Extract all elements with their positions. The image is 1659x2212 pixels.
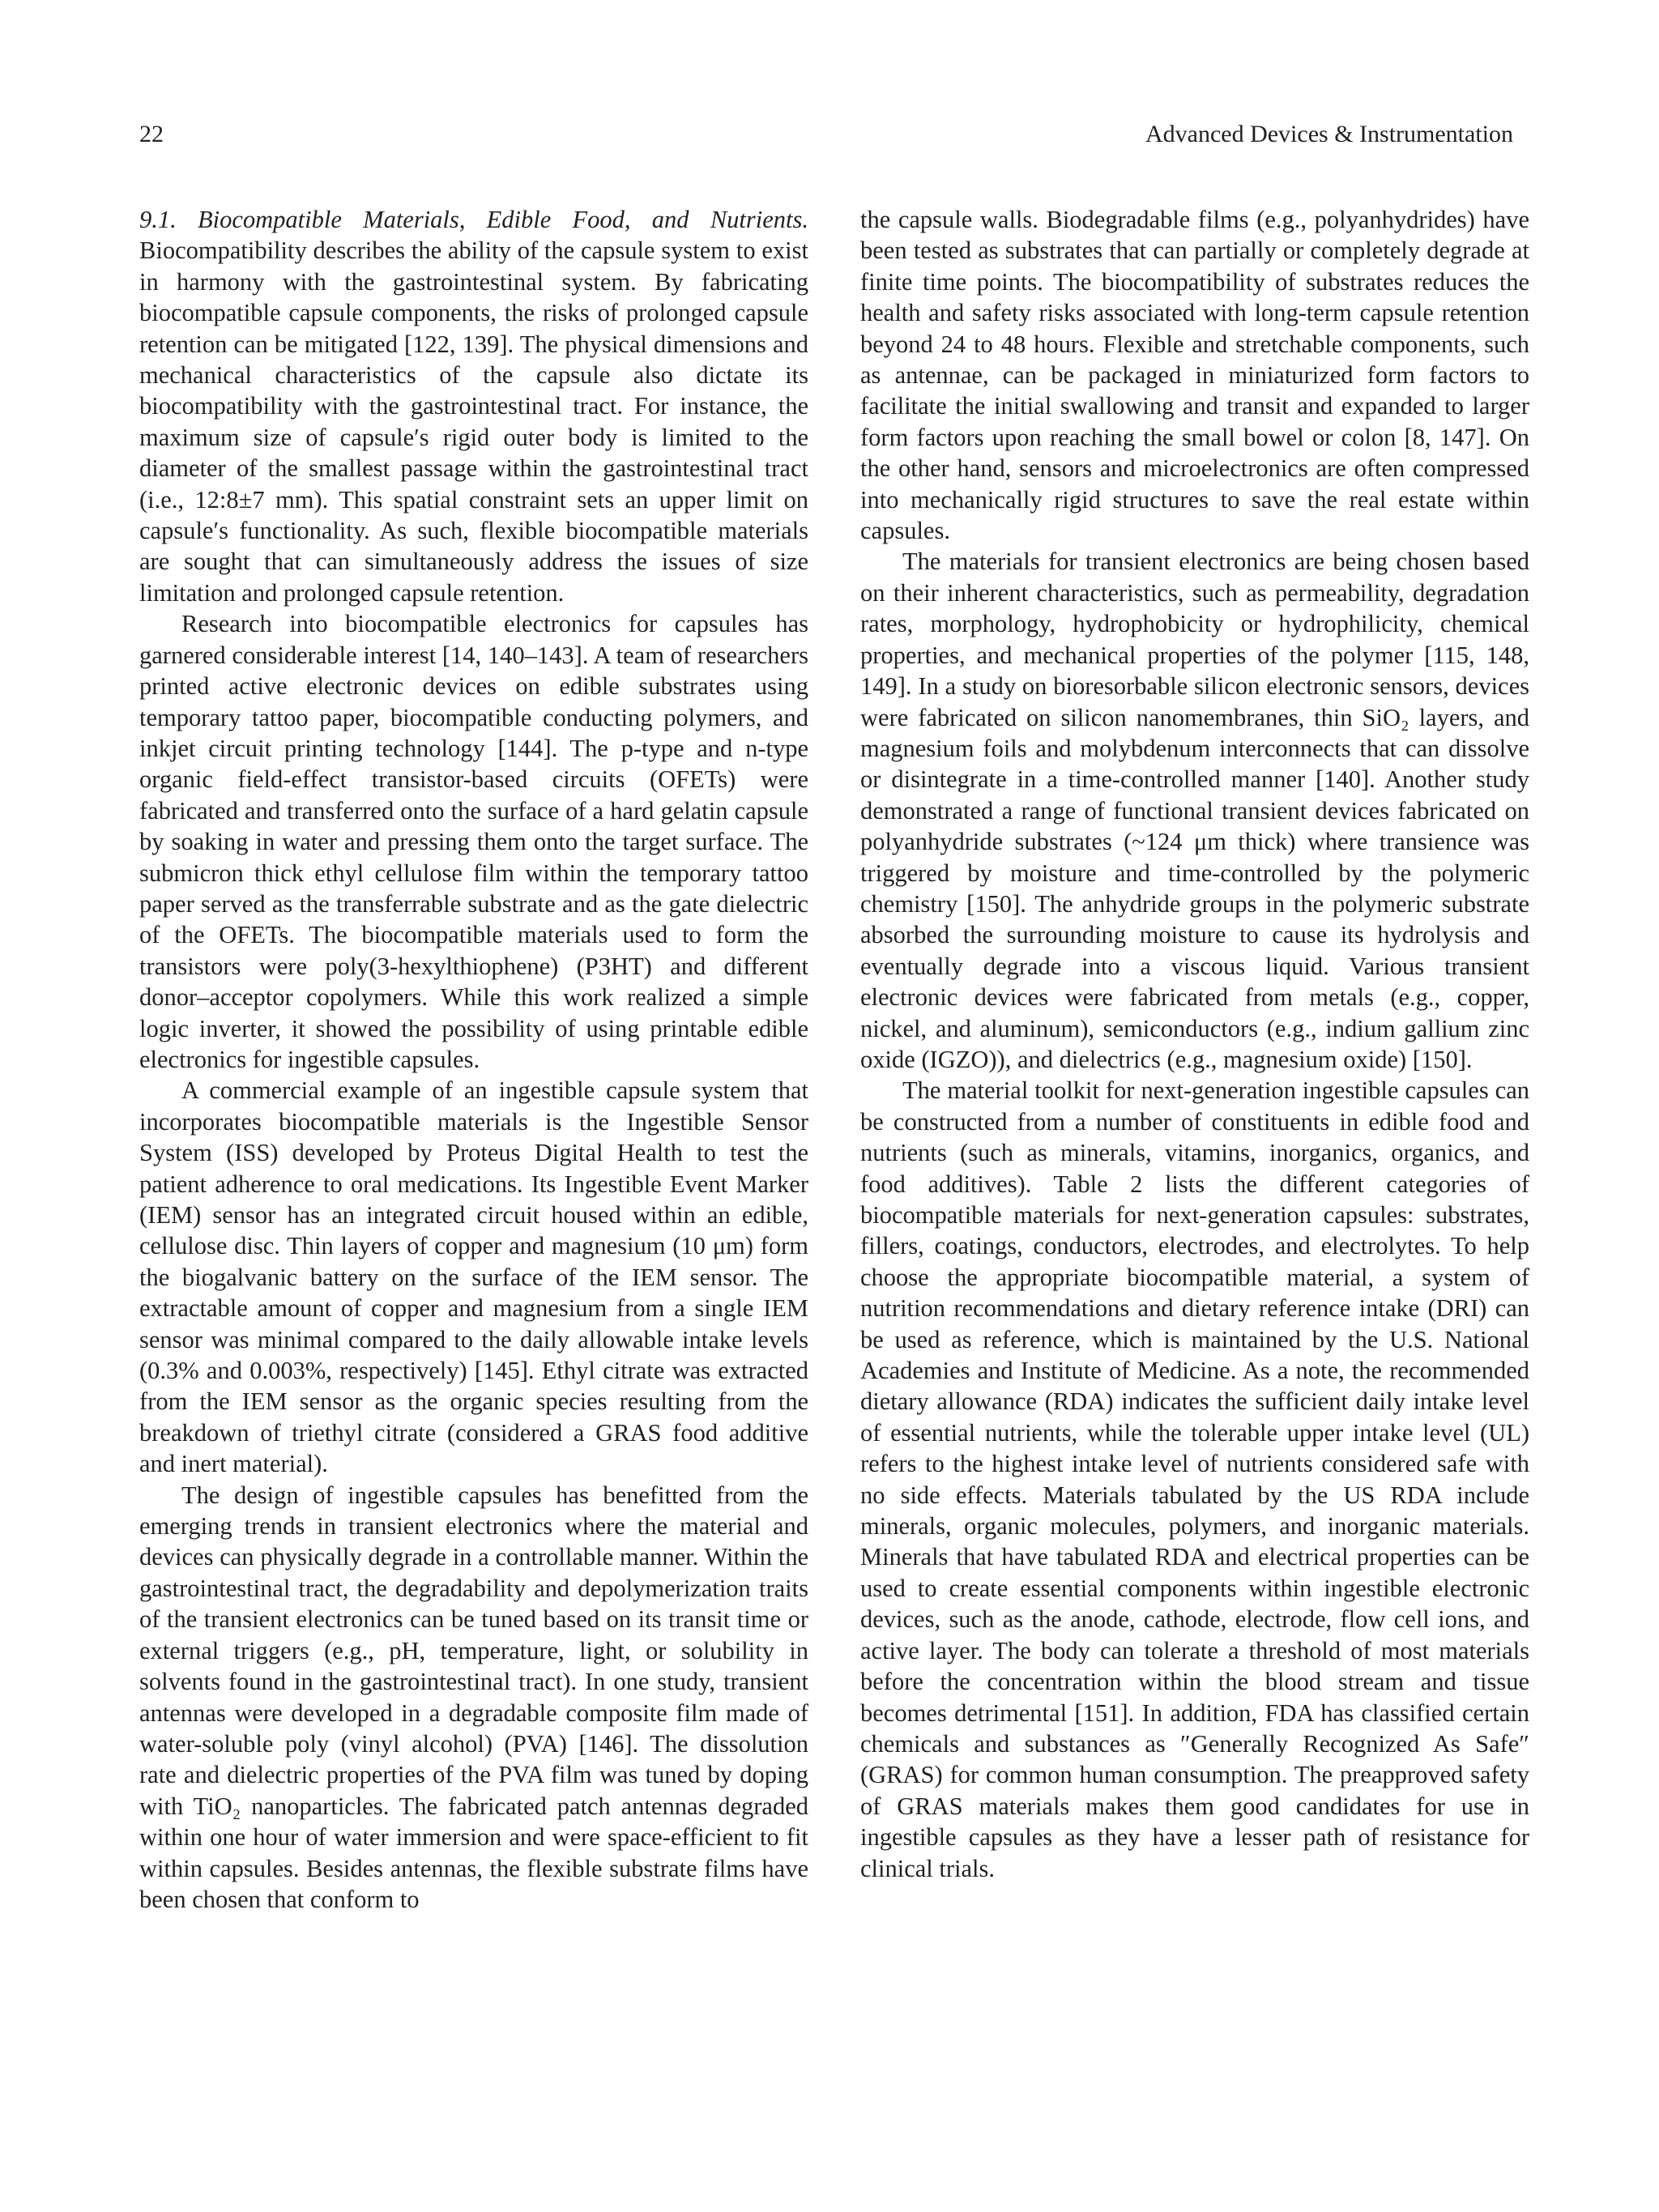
running-title: Advanced Devices & Instrumentation [1145,121,1513,147]
paragraph: A commercial example of an ingestible capsule system that incorporates biocompatible materials is the Ingestible Sensor System (ISS) developed by Proteus Digital Health to test the patient adherence to oral medications. Its Ingestible Event Marker (IEM) sensor has an integrated circuit housed within an edible, cellulose disc. Thin layers of copper and magnesium (10 μm) form the biogalvanic battery on the surface of the IEM sensor. The extractable amount of copper and magnesium from a single IEM sensor was minimal compared to the daily allowable intake levels (0.3% and 0.003%, respectively) [145]. Ethyl citrate was extracted from the IEM sensor as the organic species resulting from the breakdown of triethyl citrate (considered a GRAS food additive and inert material). [139,1076,808,1478]
paragraph [139,204,808,608]
paragraph-text: Biocompatibility describes the ability of the capsule system to exist in harmony with the gastrointestinal system. By fabricating biocompatible capsule components, the risks of prolonged capsule retention can be mitigated [122, 139]. The physical dimensions and mechanical characteristics of the capsule also dictate its biocompatibility with the gastrointestinal tract. For instance, the maximum size of capsule′s rigid outer body is limited to the diameter of the smallest passage within the gastrointestinal tract (i.e., 12:8±7 mm). This spatial constraint sets an upper limit on capsule′s functionality. As such, flexible biocompatible materials are sought that can simultaneously address the issues of size limitation and prolonged capsule retention. [139,237,808,607]
paragraph: The materials for transient electronics are being chosen based on their inherent characteristics, such as permeability, degradation rates, morphology, hydrophobicity or hydrophilicity, chemical properties, and mechanical properties of the polymer [115, 148, 149]. In a study on bioresorbable silicon electronic sensors, devices were fabricated on silicon nanomembranes, thin SiO₂ layers, and magnesium foils and molybdenum interconnects that can dissolve or disintegrate in a time-controlled manner [140]. Another study demonstrated a range of functional transient devices fabricated on polyanhydride substrates (~124 μm thick) where transience was triggered by moisture and time-controlled by the polymeric chemistry [150]. The anhydride groups in the polymeric substrate absorbed the surrounding moisture to cause its hydrolysis and eventually degrade into a viscous liquid. Various transient electronic devices were fabricated from metals (e.g., copper, nickel, and aluminum), semiconductors (e.g., indium gallium zinc oxide (IGZO)), and dielectrics (e.g., magnesium oxide) [150]. [860,548,1529,1073]
paragraph: the capsule walls. Biodegradable films (e.g., polyanhydrides) have been tested as substrates that can partially or completely degrade at finite time points. The biocompatibility of substrates reduces the health and safety risks associated with long-term capsule retention beyond 24 to 48 hours. Flexible and stretchable components, such as antennae, can be packaged in miniaturized form factors to facilitate the initial swallowing and transit and expanded to larger form factors upon reaching the small bowel or colon [8, 147]. On the other hand, sensors and microelectronics are often compressed into mechanically rigid structures to save the real estate within capsules. [860,206,1529,545]
right-column [860,204,1529,1884]
section-heading: 9.1. Biocompatible Materials, Edible Food, and Nutrients. [139,206,808,233]
left-column [139,204,808,1915]
paragraph: The material toolkit for next-generation ingestible capsules can be constructed from a number of constituents in edible food and nutrients (such as minerals, vitamins, inorganics, organics, and food additives). Table 2 lists the different categories of biocompatible materials for next-generation capsules: substrates, fillers, coatings, conductors, electrodes, and electrolytes. To help choose the appropriate biocompatible material, a system of nutrition recommendations and dietary reference intake (DRI) can be used as reference, which is maintained by the U.S. National Academies and Institute of Medicine. As a note, the recommended dietary allowance (RDA) indicates the sufficient daily intake level of essential nutrients, while the tolerable upper intake level (UL) refers to the highest intake level of nutrients considered safe with no side effects. Materials tabulated by the US RDA include minerals, organic molecules, polymers, and inorganic materials. Minerals that have tabulated RDA and electrical properties can be used to create essential components within ingestible electronic devices, such as the anode, cathode, electrode, flow cell ions, and active layer. The body can tolerate a threshold of most materials before the concentration within the blood stream and tissue becomes detrimental [151]. In addition, FDA has classified certain chemicals and substances as ″Generally Recognized As Safe″ (GRAS) for common human consumption. The preapproved safety of GRAS materials makes them good candidates for use in ingestible capsules as they have a lesser path of resistance for clinical trials. [860,1076,1529,1882]
paragraph: The design of ingestible capsules has benefitted from the emerging trends in transient electronics where the material and devices can physically degrade in a controllable manner. Within the gastrointestinal tract, the degradability and depolymerization traits of the transient electronics can be tuned based on its transit time or external triggers (e.g., pH, temperature, light, or solubility in solvents found in the gastrointestinal tract). In one study, transient antennas were developed in a degradable composite film made of water-soluble poly (vinyl alcohol) (PVA) [146]. The dissolution rate and dielectric properties of the PVA film was tuned by doping with TiO₂ nanoparticles. The fabricated patch antennas degraded within one hour of water immersion and were space-efficient to fit within capsules. Besides antennas, the flexible substrate films have been chosen that conform to [139,1481,808,1913]
paragraph: Research into biocompatible electronics for capsules has garnered considerable interest [14, 140–143]. A team of researchers printed active electronic devices on edible substrates using temporary tattoo paper, biocompatible conducting polymers, and inkjet circuit printing technology [144]. The p-type and n-type organic field-effect transistor-based circuits (OFETs) were fabricated and transferred onto the surface of a hard gelatin capsule by soaking in water and pressing them onto the target surface. The submicron thick ethyl cellulose film within the temporary tattoo paper served as the transferrable substrate and as the gate dielectric of the OFETs. The biocompatible materials used to form the transistors were poly(3-hexylthiophene) (P3HT) and different donor–acceptor copolymers. While this work realized a simple logic inverter, it showed the possibility of using printable edible electronics for ingestible capsules. [139,610,808,1073]
page-header [139,115,1513,154]
page-number: 22 [139,121,164,147]
